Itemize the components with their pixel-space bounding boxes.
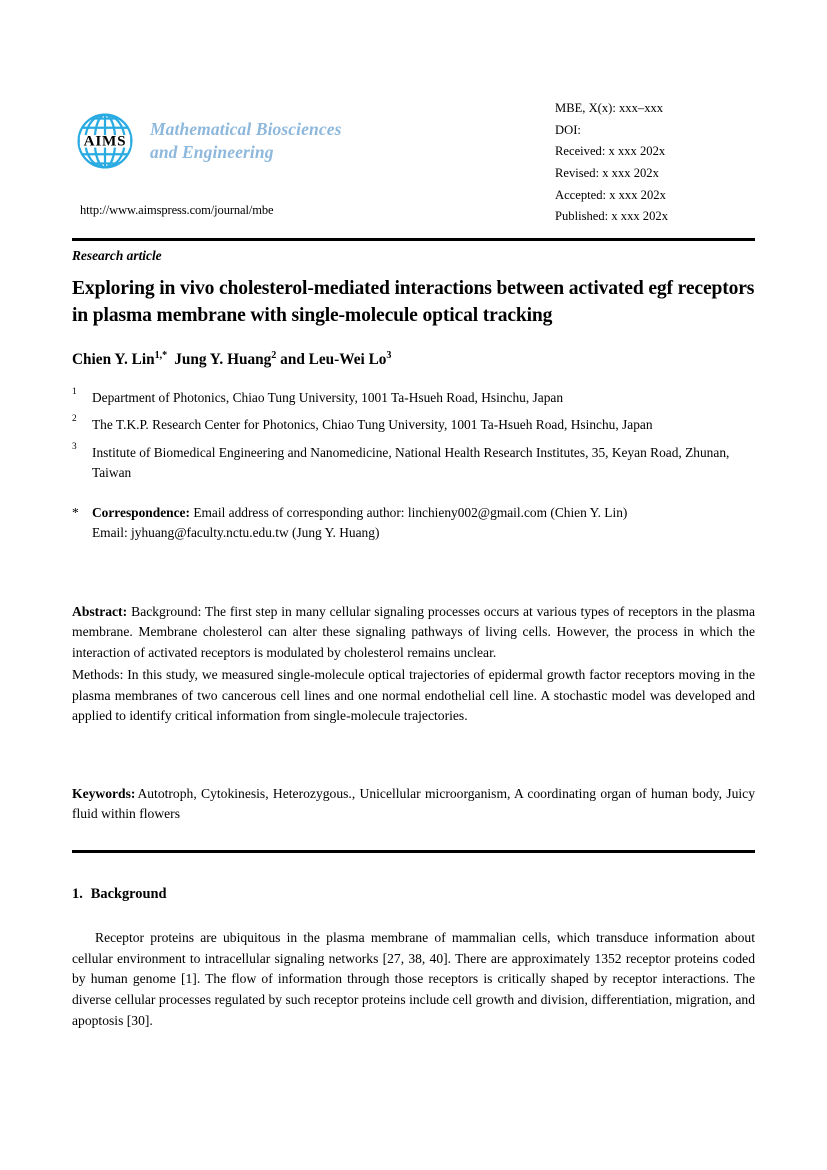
- affiliation-marker: 1: [72, 387, 77, 397]
- affiliation-marker: 3: [72, 441, 77, 452]
- abstract-divider-rule: [72, 850, 755, 853]
- publication-metadata: [555, 98, 755, 228]
- correspondence-marker: *: [72, 504, 79, 520]
- author-list: [72, 350, 391, 369]
- affiliation-text: The T.K.P. Research Center for Photonics, Chiao Tung University, 1001 Ta-Hsueh Road, Hsinchu, Japan: [92, 417, 653, 433]
- correspondence-label: Correspondence:: [92, 504, 190, 520]
- affiliation-marker: 2: [72, 414, 77, 425]
- affiliation-text: Institute of Biomedical Engineering and Nanomedicine, National Health Research Institutes, 35, Keyan Road, Zhunan, Taiwan: [92, 444, 730, 481]
- aims-globe-logo-icon: [72, 108, 138, 174]
- meta-revised: Revised: x xxx 202x: [555, 165, 659, 180]
- affiliation-text: Department of Photonics, Chiao Tung University, 1001 Ta-Hsueh Road, Hsinchu, Japan: [92, 390, 564, 405]
- section-number: 1.: [72, 886, 83, 902]
- abstract-text-background: Background: The first step in many cellular signaling processes occurs at various types of receptors in the plasma membrane. Membrane cholesterol can alter these signaling pathways of living cells. However, the process in which the interaction of activated receptors is modulated by cholesterol remains unclear.: [72, 604, 755, 660]
- meta-published: Published: x xxx 202x: [555, 209, 668, 224]
- correspondence-block: [72, 503, 755, 544]
- correspondence-email-primary[interactable]: Email address of corresponding author: linchieny002@gmail.com (Chien Y. Lin): [193, 504, 628, 520]
- meta-citation: MBE, X(x): xxx–xxx: [555, 101, 664, 115]
- page-title: Exploring in vivo cholesterol-mediated interactions between activated egf receptors in plasma membrane with single-molecule optical tracking: [72, 278, 755, 327]
- affiliation-item: [72, 443, 755, 484]
- meta-received: Received: x xxx 202x: [555, 144, 666, 159]
- correspondence-email-secondary[interactable]: Email: jyhuang@faculty.nctu.edu.tw (Jung Y. Huang): [92, 524, 380, 540]
- affiliation-item: [72, 388, 755, 408]
- header-divider-rule: [72, 238, 755, 241]
- journal-title: [150, 118, 341, 165]
- section-title: Background: [90, 886, 167, 902]
- article-type-label: Research article: [72, 248, 162, 263]
- journal-title-line1: Mathematical Biosciences: [150, 118, 342, 139]
- journal-url[interactable]: http://www.aimspress.com/journal/mbe: [80, 203, 274, 217]
- journal-title-line2: and Engineering: [150, 142, 274, 162]
- masthead: [72, 0, 755, 230]
- abstract-label: Abstract:: [72, 604, 128, 619]
- abstract-text-methods: Methods: In this study, we measured single-molecule optical trajectories of epidermal growth factor receptors moving in the plasma membranes of two cancerous cell lines and one normal endothelial cell line. A stochastic model was developed and applied to identify critical information from single-molecule trajectories.: [72, 667, 755, 723]
- author-name: and Leu-Wei Lo: [280, 351, 387, 369]
- keywords-label: Keywords:: [72, 786, 136, 801]
- aims-logo-text: AIMS: [83, 132, 127, 150]
- author-affiliation-marker: 2: [271, 350, 277, 361]
- abstract-paragraph-background: [72, 602, 755, 663]
- affiliation-item: [72, 415, 755, 435]
- author-name: Jung Y. Huang: [174, 351, 272, 369]
- journal-branding: [72, 108, 341, 174]
- affiliations-block: [72, 388, 755, 543]
- section-heading-background: [72, 886, 167, 903]
- author-affiliation-marker: 1,*: [154, 350, 168, 361]
- abstract-block: [72, 602, 755, 728]
- meta-accepted: Accepted: x xxx 202x: [555, 187, 666, 202]
- keywords-block: [72, 784, 755, 825]
- keywords-text: Autotroph, Cytokinesis, Heterozygous., Unicellular microorganism, A coordinating organ of human body, Juicy fluid within flowers: [72, 786, 755, 822]
- section-body-paragraph: Receptor proteins are ubiquitous in the plasma membrane of mammalian cells, which transduce information about cellular environment to intracellular signaling networks [27, 38, 40]. There are approximately 1352 receptor proteins coded by human genome [1]. The flow of information through those receptors is critically shaped by receptor interactions. The diverse cellular processes regulated by such receptor proteins include cell growth and division, differentiation, migration, and apoptosis [30].: [72, 930, 755, 1028]
- page-content: [72, 0, 755, 1028]
- meta-doi: DOI:: [555, 122, 581, 137]
- author-name: Chien Y. Lin: [72, 351, 155, 369]
- author-affiliation-marker: 3: [386, 350, 392, 361]
- abstract-paragraph-methods: [72, 665, 755, 726]
